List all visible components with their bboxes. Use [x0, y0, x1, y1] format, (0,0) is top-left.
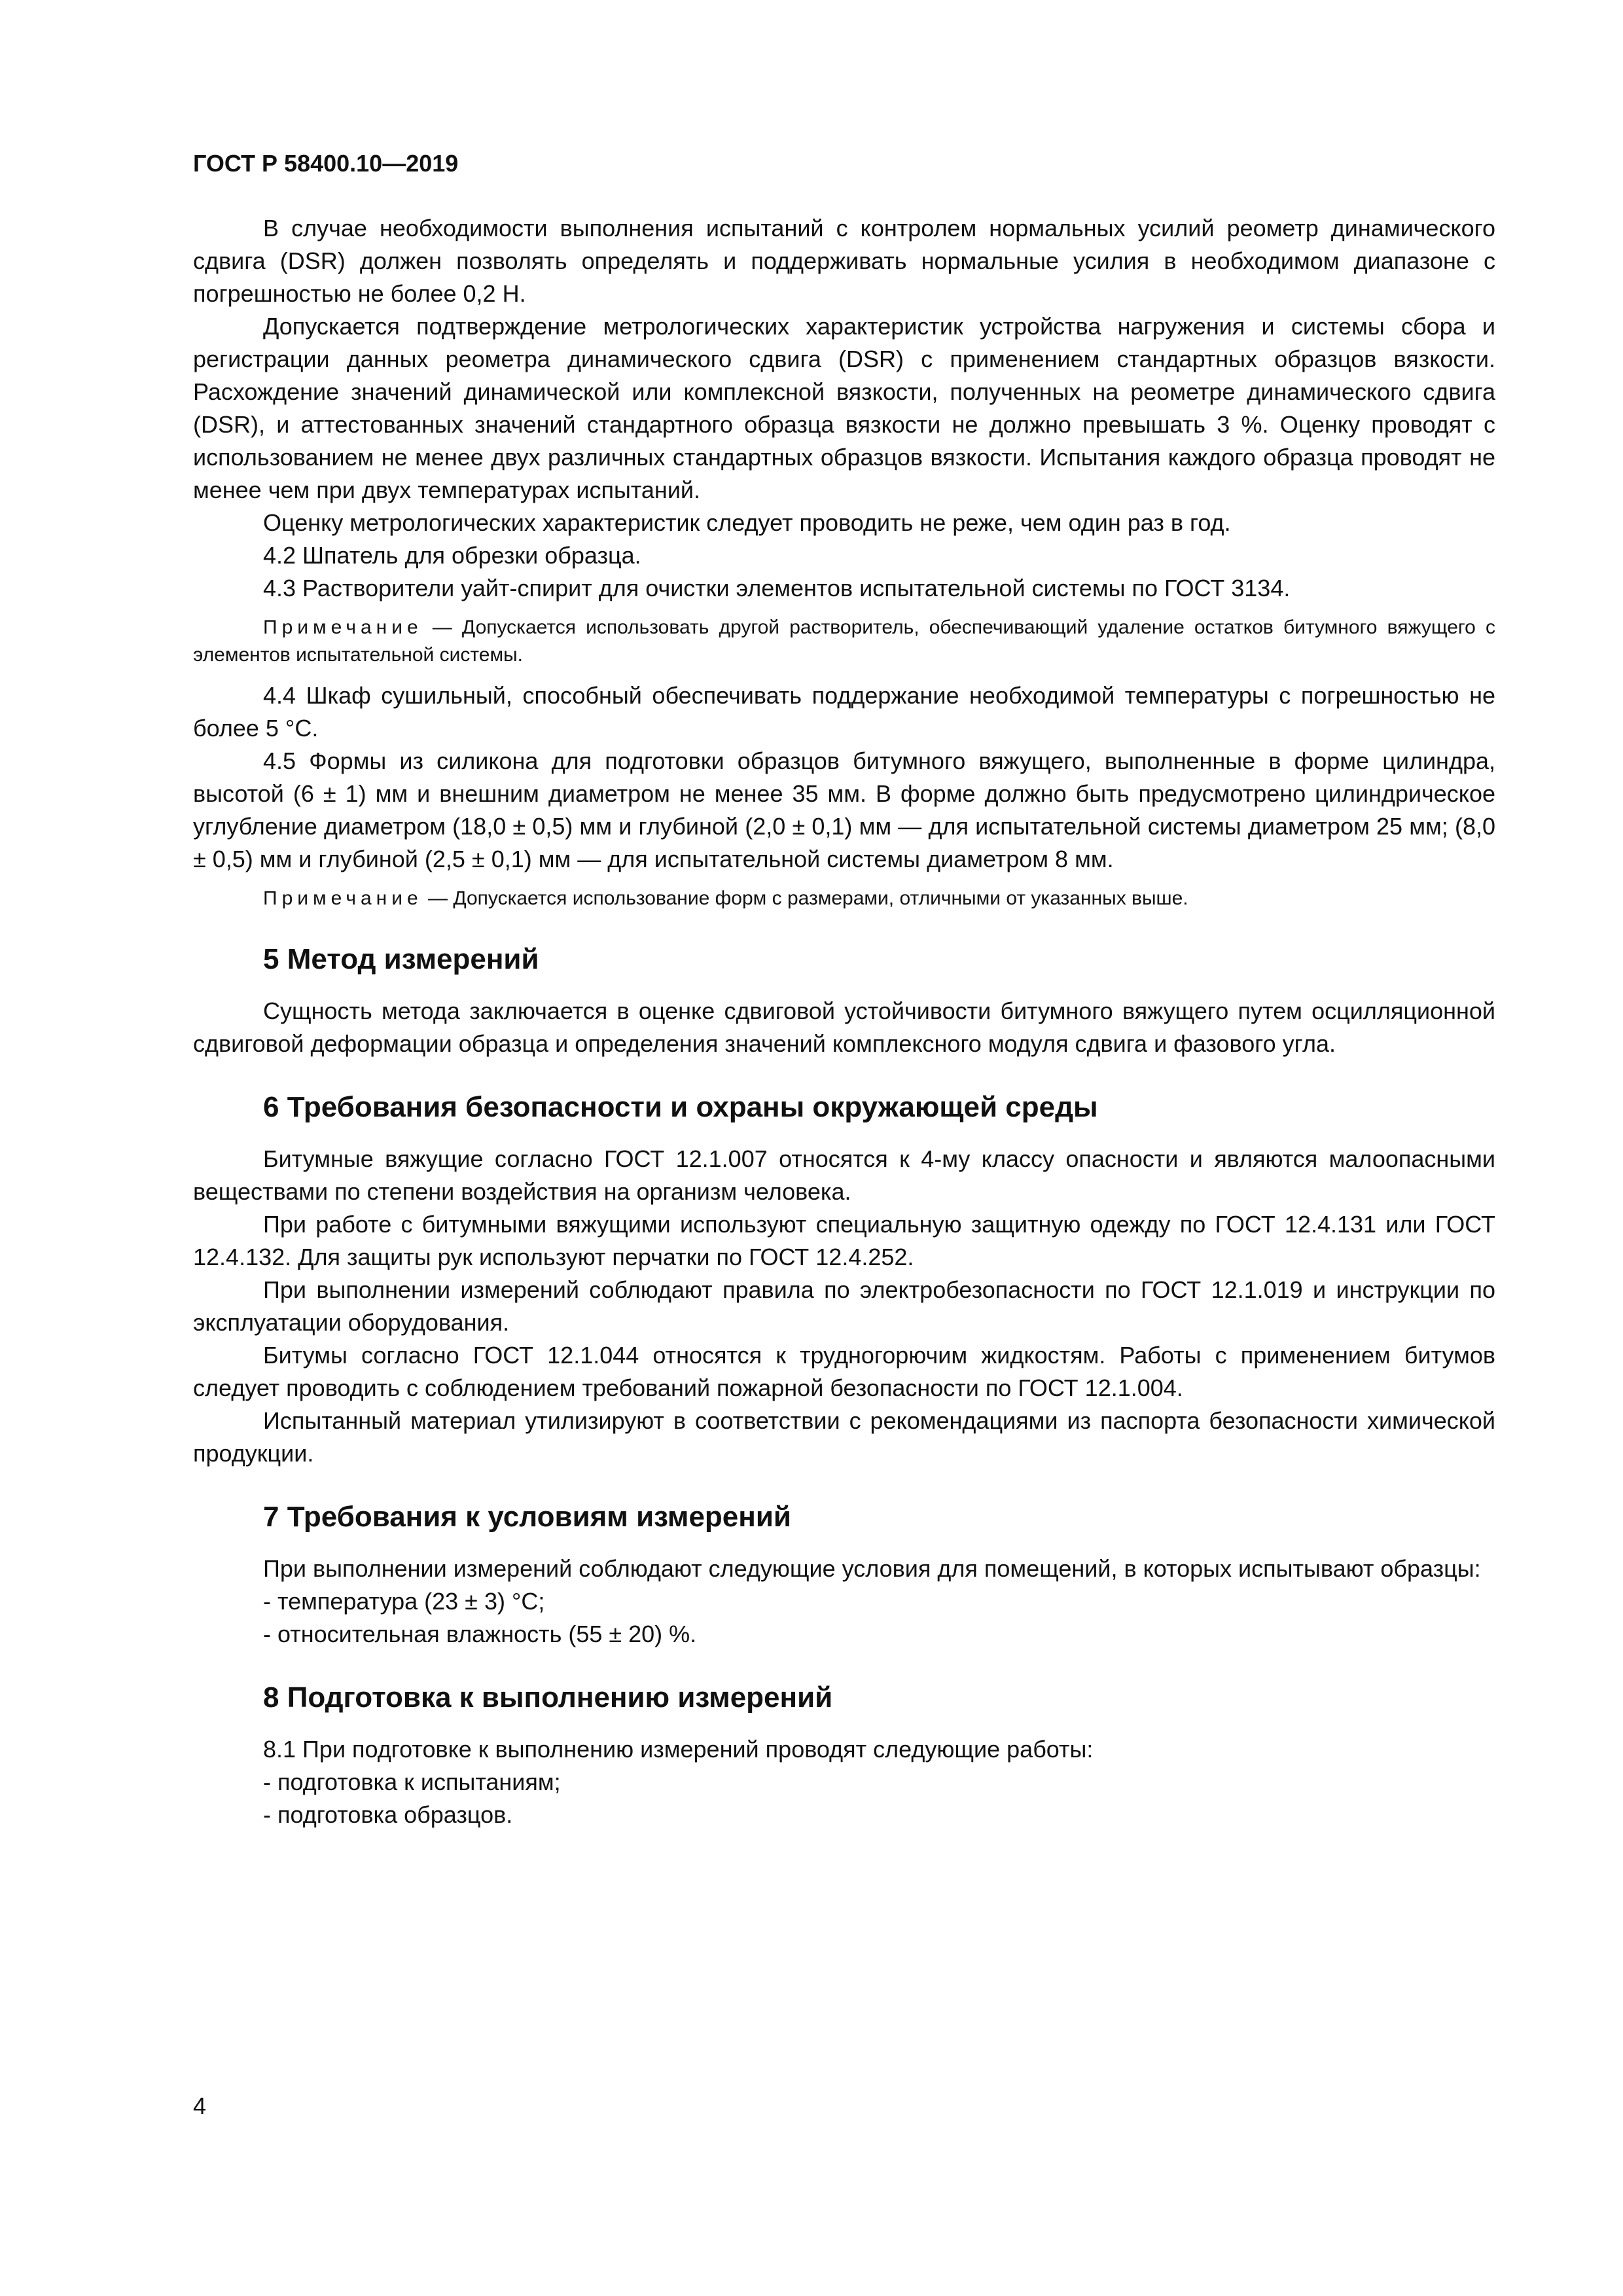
section-heading: 5 Метод измерений	[263, 943, 539, 975]
paragraph: Сущность метода заключается в оценке сдвиговой устойчивости битумного вяжущего путем осцилляционной сдвиговой деформации образца и определения значений комплексного модуля сдвига и фазового угла.	[193, 997, 1495, 1057]
preparation-list	[193, 1766, 1495, 1831]
paragraph: 4.4 Шкаф сушильный, способный обеспечивать поддержание необходимой температуры с погрешностью не более 5 °С.	[193, 682, 1495, 742]
note	[193, 614, 1495, 669]
paragraph: При выполнении измерений соблюдают правила по электробезопасности по ГОСТ 12.1.019 и инструкции по эксплуатации оборудования.	[193, 1276, 1495, 1336]
document-page	[193, 149, 1495, 1831]
list-item: - температура (23 ± 3) °С;	[263, 1588, 545, 1615]
paragraph: При работе с битумными вяжущими используют специальную защитную одежду по ГОСТ 12.4.131 или ГОСТ 12.4.132. Для защиты рук используют перчатки по ГОСТ 12.4.252.	[193, 1211, 1495, 1270]
paragraph: Допускается подтверждение метрологических характеристик устройства нагружения и системы сбора и регистрации данных реометра динамического сдвига (DSR) с применением стандартных образцов вязкости. Расхождение значений динамической или комплексной вязкости, полученных на реометре динамического сдвига (DSR), и аттестованных значений стандартного образца вязкости не должно превышать 3 %. Оценку проводят с использованием не менее двух различных стандартных образцов вязкости. Испытания каждого образца проводят не менее чем при двух температурах испытаний.	[193, 313, 1495, 503]
paragraph: Оценку метрологических характеристик следует проводить не реже, чем один раз в год.	[263, 509, 1231, 536]
section-heading: 6 Требования безопасности и охраны окружающей среды	[263, 1091, 1098, 1123]
list-item: - подготовка к испытаниям;	[263, 1768, 561, 1795]
section-heading: 7 Требования к условиям измерений	[263, 1501, 791, 1533]
paragraph: 4.5 Формы из силикона для подготовки образцов битумного вяжущего, выполненные в форме цилиндра, высотой (6 ± 1) мм и внешним диаметром не менее 35 мм. В форме должно быть предусмотрено цилиндрическое углубление диаметром (18,0 ± 0,5) мм и глубиной (2,0 ± 0,1) мм — для испытательной системы диаметром 25 мм; (8,0 ± 0,5) мм и глубиной (2,5 ± 0,1) мм — для испытательной системы диаметром 8 мм.	[193, 747, 1495, 872]
note-label: Примечание	[263, 888, 423, 909]
paragraph: В случае необходимости выполнения испытаний с контролем нормальных усилий реометр динамического сдвига (DSR) должен позволять определять и поддерживать нормальные усилия в необходимом диапазоне с погрешностью не более 0,2 Н.	[193, 215, 1495, 307]
note-text: — Допускается использовать другой растворитель, обеспечивающий удаление остатков битумного вяжущего с элементов испытательной системы.	[193, 617, 1495, 666]
note-text: — Допускается использование форм с размерами, отличными от указанных выше.	[422, 888, 1188, 909]
paragraph: 4.2 Шпатель для обрезки образца.	[263, 542, 641, 569]
document-header: ГОСТ Р 58400.10—2019	[193, 150, 459, 177]
note-label: Примечание	[263, 617, 423, 638]
paragraph: 4.3 Растворители уайт-спирит для очистки элементов испытательной системы по ГОСТ 3134.	[263, 575, 1291, 601]
section-heading: 8 Подготовка к выполнению измерений	[263, 1681, 833, 1713]
paragraph: Битумы согласно ГОСТ 12.1.044 относятся к трудногорючим жидкостям. Работы с применением битумов следует проводить с соблюдением требований пожарной безопасности по ГОСТ 12.1.004.	[193, 1342, 1495, 1401]
list-item: - относительная влажность (55 ± 20) %.	[263, 1621, 697, 1647]
paragraph: Испытанный материал утилизируют в соответствии с рекомендациями из паспорта безопасности химической продукции.	[193, 1407, 1495, 1467]
list-item: - подготовка образцов.	[263, 1801, 513, 1828]
paragraph: 8.1 При подготовке к выполнению измерений проводят следующие работы:	[263, 1736, 1094, 1763]
page-number: 4	[193, 2092, 207, 2119]
note	[193, 885, 1495, 912]
paragraph: При выполнении измерений соблюдают следующие условия для помещений, в которых испытывают образцы:	[263, 1555, 1481, 1582]
conditions-list	[193, 1585, 1495, 1651]
paragraph: Битумные вяжущие согласно ГОСТ 12.1.007 относятся к 4-му классу опасности и являются малоопасными веществами по степени воздействия на организм человека.	[193, 1145, 1495, 1205]
